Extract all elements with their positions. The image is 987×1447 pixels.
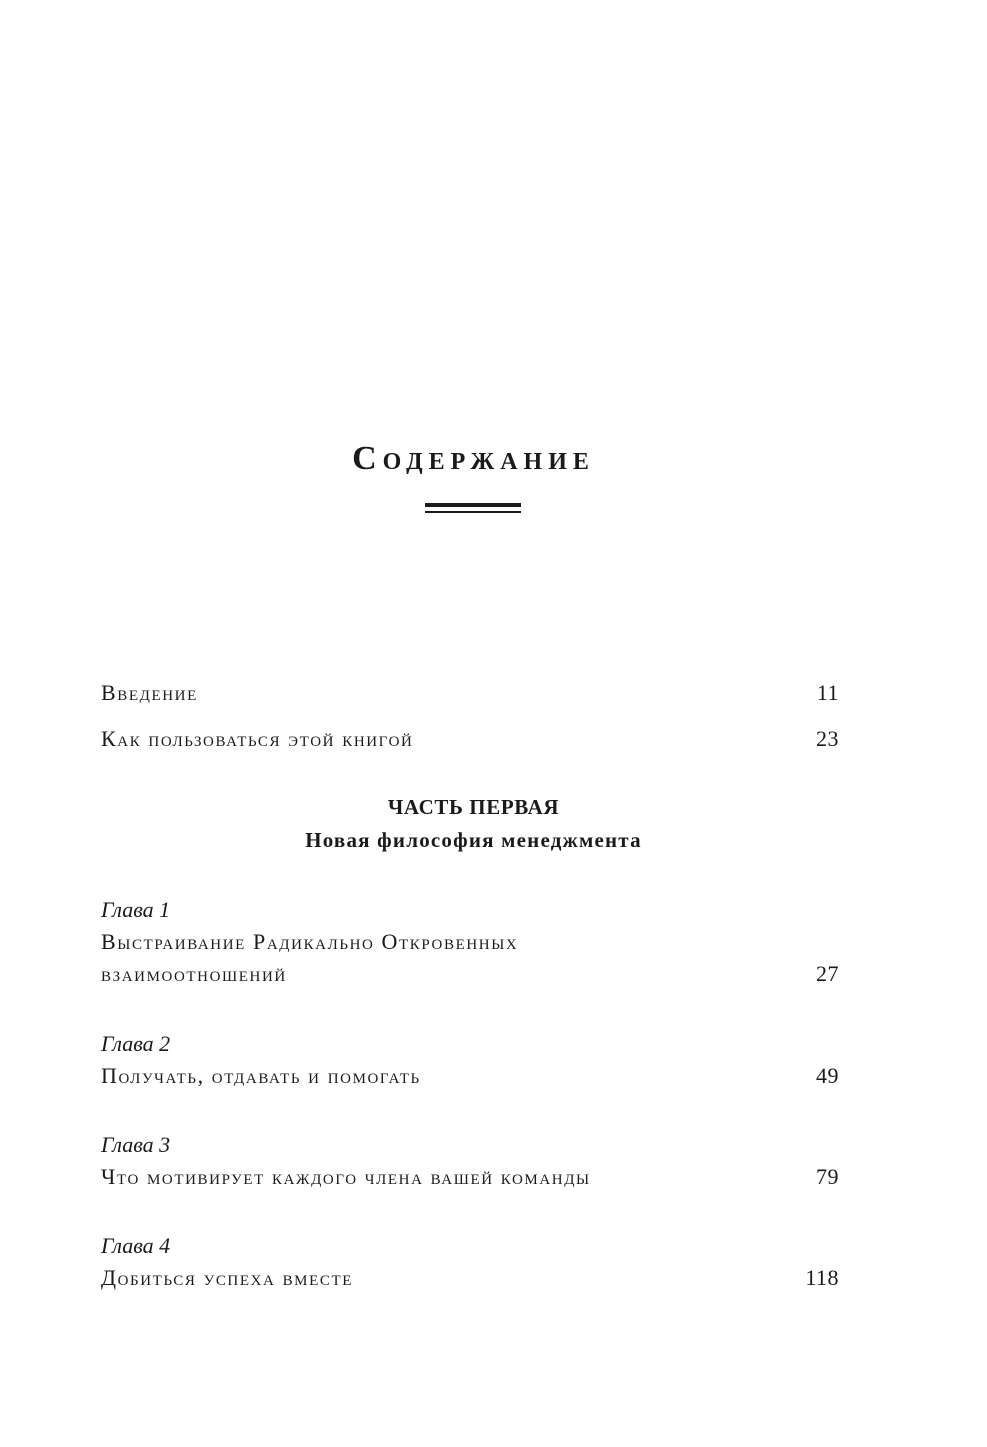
chapter-label: Глава 2 xyxy=(101,1031,171,1056)
chapter-label: Глава 4 xyxy=(101,1233,171,1258)
toc-entry-title: Добиться успеха вместе xyxy=(101,1265,354,1290)
toc-chapter-2[interactable] xyxy=(101,1061,839,1091)
toc-entry-page: 118 xyxy=(805,1265,839,1290)
toc-entry-page: 79 xyxy=(816,1164,839,1189)
rule-thin xyxy=(425,511,521,513)
chapter-label: Глава 1 xyxy=(101,897,171,922)
part-title: Новая философия менеджмента xyxy=(305,828,642,852)
part-label: ЧАСТЬ ПЕРВАЯ xyxy=(387,795,560,819)
toc-entry-page: 49 xyxy=(816,1063,839,1088)
rule-thick xyxy=(425,503,521,507)
toc-chapter-4[interactable] xyxy=(101,1263,839,1293)
toc-entry-page: 27 xyxy=(816,961,839,986)
toc-entry-how-to-use[interactable] xyxy=(101,724,839,754)
toc-entry-title: Введение xyxy=(101,680,198,705)
toc-entry-title: Как пользоваться этой книгой xyxy=(101,726,414,751)
toc-entry-title: Получать, отдавать и помогать xyxy=(101,1063,421,1088)
toc-chapter-1-line2[interactable] xyxy=(101,959,839,989)
toc-entry-page: 11 xyxy=(816,680,839,705)
toc-entry-page: 23 xyxy=(816,726,839,751)
page-title: Содержание xyxy=(352,440,595,477)
title-double-rule xyxy=(425,503,521,515)
toc-chapter-3[interactable] xyxy=(101,1162,839,1192)
toc-entry-introduction[interactable] xyxy=(101,678,839,708)
toc-chapter-1-line1[interactable] xyxy=(101,927,839,957)
toc-entry-title: взаимоотношений xyxy=(101,961,287,986)
toc-entry-title: Что мотивирует каждого члена вашей команды xyxy=(101,1164,591,1189)
chapter-label: Глава 3 xyxy=(101,1132,171,1157)
toc-entry-title: Выстраивание Радикально Откровенных xyxy=(101,929,519,954)
